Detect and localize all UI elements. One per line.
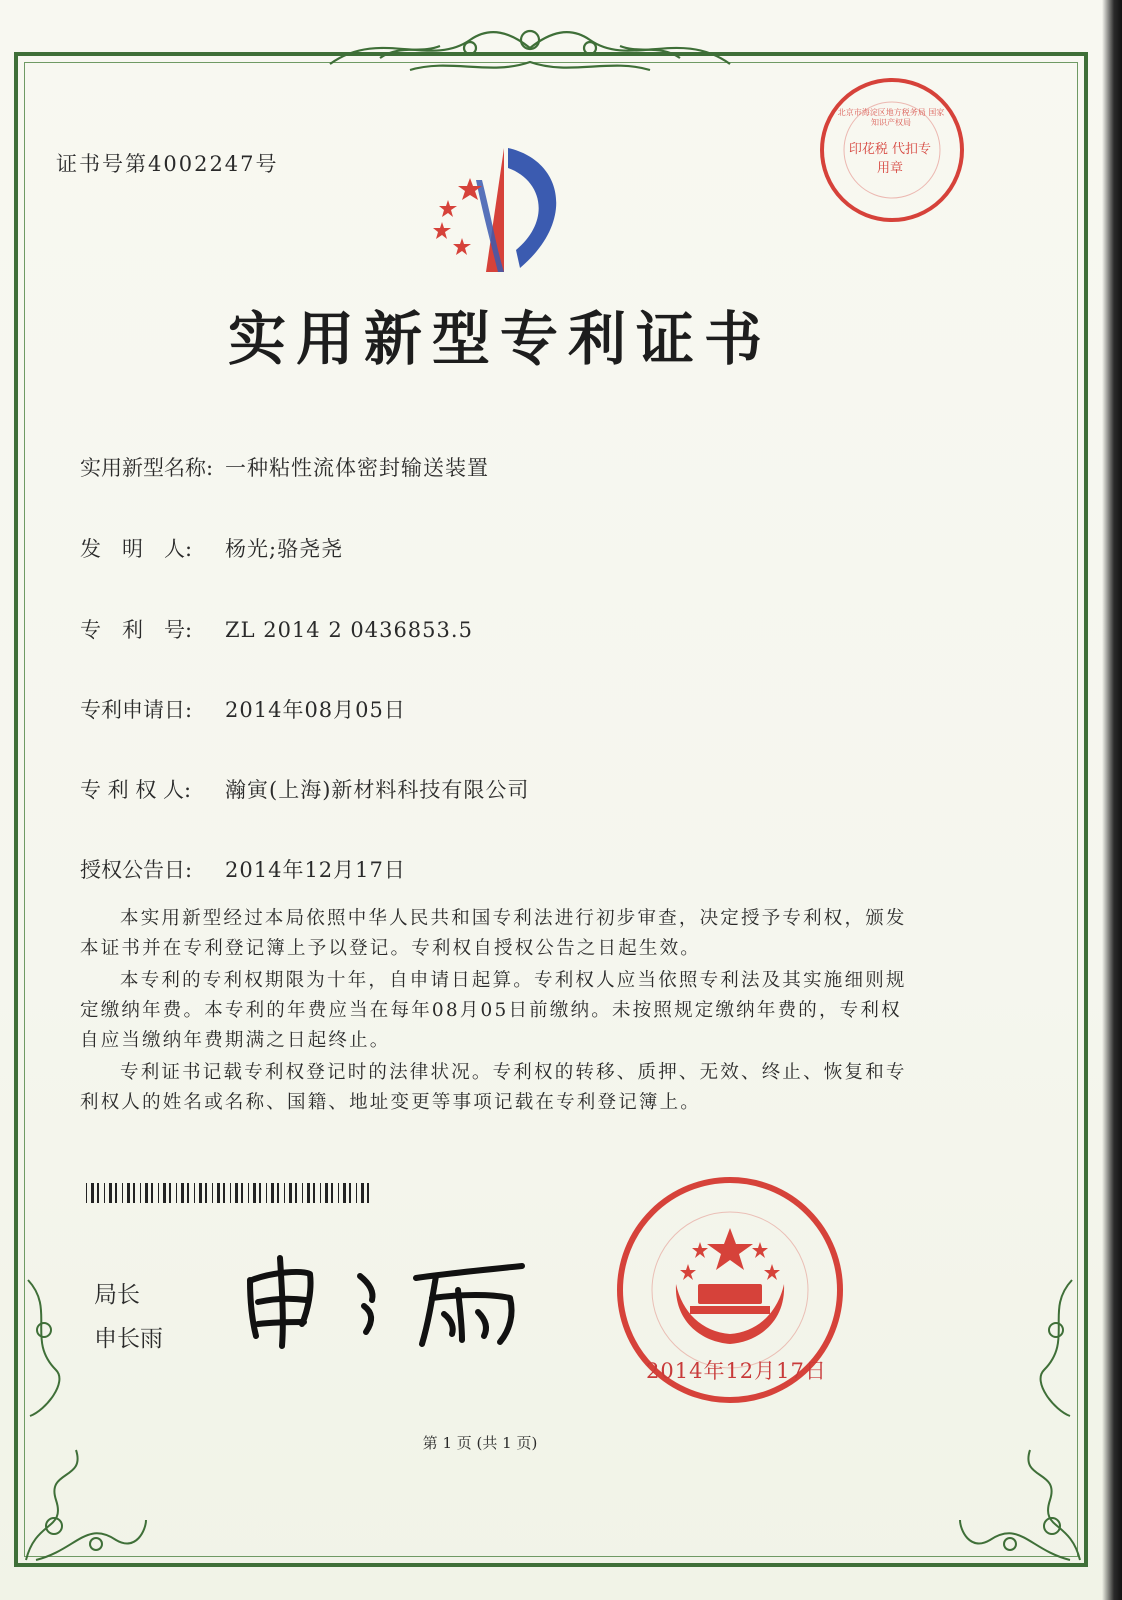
barcode-bar bbox=[295, 1183, 297, 1203]
field-label: 实用新型名称: bbox=[80, 456, 214, 480]
handwritten-signature bbox=[232, 1240, 532, 1350]
field-value: ZL 2014 2 0436853.5 bbox=[225, 618, 473, 642]
barcode-bar bbox=[307, 1183, 310, 1203]
barcode-bar bbox=[343, 1183, 346, 1203]
barcode-bar bbox=[212, 1183, 213, 1203]
certificate-number: 证书号第4002247号 bbox=[56, 152, 279, 176]
barcode-bar bbox=[284, 1183, 285, 1203]
barcode-bar bbox=[158, 1183, 159, 1203]
barcode bbox=[86, 1183, 374, 1203]
barcode-bar bbox=[205, 1183, 207, 1203]
patent-office-emblem bbox=[412, 140, 592, 280]
barcode-bar bbox=[133, 1183, 135, 1203]
barcode-bar bbox=[122, 1183, 123, 1203]
field-utility-model-name bbox=[80, 452, 489, 482]
barcode-bar bbox=[253, 1183, 256, 1203]
barcode-bar bbox=[230, 1183, 231, 1203]
barcode-bar bbox=[367, 1183, 369, 1203]
barcode-bar bbox=[109, 1183, 112, 1203]
barcode-bar bbox=[259, 1183, 261, 1203]
barcode-bar bbox=[145, 1183, 148, 1203]
field-label: 专 利 号: bbox=[80, 618, 193, 642]
barcode-bar bbox=[277, 1183, 279, 1203]
barcode-bar bbox=[331, 1183, 333, 1203]
field-label: 专利申请日: bbox=[80, 698, 193, 722]
barcode-bar bbox=[356, 1183, 357, 1203]
field-value: 2014年12月17日 bbox=[225, 858, 406, 882]
barcode-bar bbox=[349, 1183, 351, 1203]
director-name: 申长雨 bbox=[94, 1326, 163, 1352]
barcode-bar bbox=[271, 1183, 274, 1203]
director-title: 局长 bbox=[94, 1282, 140, 1308]
corner-ornament-bottom-right bbox=[950, 1440, 1090, 1570]
scan-edge-shadow bbox=[1102, 0, 1122, 1600]
barcode-bar bbox=[187, 1183, 189, 1203]
barcode-bar bbox=[97, 1183, 99, 1203]
field-value: 瀚寅(上海)新材料科技有限公司 bbox=[225, 778, 530, 802]
statement-paragraph-2: 本专利的专利权期限为十年，自申请日起算。专利权人应当依照专利法及其实施细则规定缴纳年费。本专利的年费应当在每年08月05日前缴纳。未按照规定缴纳年费的，专利权自应当缴纳年费期满之日起终止。 bbox=[80, 970, 907, 1051]
field-value: 一种粘性流体密封输送装置 bbox=[225, 456, 489, 480]
statement-paragraph-1: 本实用新型经过本局依照中华人民共和国专利法进行初步审查，决定授予专利权，颁发本证书并在专利登记簿上予以登记。专利权自授权公告之日起生效。 bbox=[80, 908, 907, 959]
barcode-bar bbox=[338, 1183, 339, 1203]
field-label: 专 利 权 人: bbox=[80, 778, 192, 802]
barcode-bar bbox=[361, 1183, 364, 1203]
barcode-bar bbox=[289, 1183, 292, 1203]
barcode-bar bbox=[194, 1183, 195, 1203]
barcode-bar bbox=[86, 1183, 87, 1203]
statement-paragraph-3: 专利证书记载专利权登记时的法律状况。专利权的转移、质押、无效、终止、恢复和专利权人的姓名或名称、国籍、地址变更等事项记载在专利登记簿上。 bbox=[80, 1062, 907, 1113]
tax-stamp-center-text: 印花税 代扣专用章 bbox=[848, 142, 932, 176]
field-value: 2014年08月05日 bbox=[225, 698, 406, 722]
side-ornament-right bbox=[1024, 1270, 1084, 1420]
barcode-bar bbox=[302, 1183, 303, 1203]
barcode-bar bbox=[151, 1183, 153, 1203]
barcode-bar bbox=[181, 1183, 184, 1203]
barcode-bar bbox=[217, 1183, 220, 1203]
corner-ornament-bottom-left bbox=[16, 1440, 156, 1570]
barcode-bar bbox=[199, 1183, 202, 1203]
field-patentee bbox=[80, 774, 529, 804]
side-ornament-left bbox=[16, 1270, 76, 1420]
field-patent-number bbox=[80, 614, 473, 644]
barcode-bar bbox=[115, 1183, 117, 1203]
seal-date: 2014年12月17日 bbox=[646, 1359, 827, 1383]
barcode-bar bbox=[235, 1183, 238, 1203]
tax-stamp-ring-text: 北京市海淀区地方税务局 国家知识产权局 bbox=[837, 108, 945, 127]
barcode-bar bbox=[241, 1183, 243, 1203]
barcode-bar bbox=[266, 1183, 267, 1203]
field-label: 发 明 人: bbox=[80, 537, 193, 561]
page-footer: 第 1 页 (共 1 页) bbox=[422, 1434, 538, 1452]
barcode-bar bbox=[313, 1183, 315, 1203]
barcode-bar bbox=[91, 1183, 94, 1203]
field-inventor bbox=[80, 533, 343, 563]
barcode-bar bbox=[176, 1183, 177, 1203]
barcode-bar bbox=[127, 1183, 130, 1203]
field-label: 授权公告日: bbox=[80, 858, 193, 882]
top-ornament bbox=[320, 18, 740, 80]
field-grant-date bbox=[80, 854, 406, 884]
barcode-bar bbox=[325, 1183, 328, 1203]
barcode-bar bbox=[169, 1183, 171, 1203]
field-value: 杨光;骆尧尧 bbox=[225, 537, 344, 561]
barcode-bar bbox=[104, 1183, 105, 1203]
field-application-date bbox=[80, 694, 406, 724]
barcode-bar bbox=[163, 1183, 166, 1203]
barcode-bar bbox=[320, 1183, 321, 1203]
barcode-bar bbox=[140, 1183, 141, 1203]
barcode-bar bbox=[223, 1183, 225, 1203]
barcode-bar bbox=[248, 1183, 249, 1203]
certificate-title: 实用新型专利证书 bbox=[227, 305, 772, 373]
inner-border bbox=[24, 62, 1078, 1557]
